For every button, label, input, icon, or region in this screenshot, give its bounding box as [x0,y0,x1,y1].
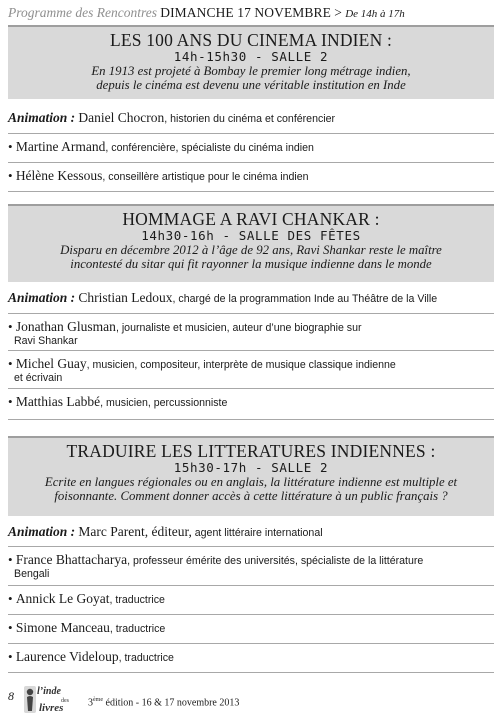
participant-row [8,390,494,420]
logo-word: l’inde [37,686,61,697]
person-role: , professeur émérite des universités, spécialiste de la littérature [127,555,424,567]
section-header-cinema [8,25,494,99]
description-line: depuis le cinéma est devenu une véritable institution en Inde [96,78,406,92]
animation-label: Animation : [8,110,76,125]
person-name: France Bhattacharya [15,552,128,567]
program-label: Programme des Rencontres [8,5,157,20]
person-role: , musicien, compositeur, interprète de musique classique indienne [86,359,396,371]
description-line: Ecrite en langues régionales ou en anglais, la littérature indienne est multiple et [44,475,458,489]
animator-row [8,520,494,547]
person-role: , historien du cinéma et conférencier [164,113,336,125]
participant-row [8,315,494,351]
inde-des-livres-logo [22,683,80,715]
bullet-glyph: • [8,649,13,664]
person-role: , traductrice [118,652,174,664]
participant-row [8,164,494,192]
section-header-litteratures [8,436,494,516]
participant-row [8,616,494,644]
participant-row [8,548,494,586]
person-name: Annick Le Goyat [15,591,110,606]
logo-word: livres [39,702,64,714]
animator-row [8,106,494,134]
edition-text: édition - 16 & 17 novembre 2013 [103,697,240,709]
day-label: DIMANCHE 17 NOVEMBRE [160,5,331,20]
description-line: incontesté du sitar qui fit rayonner la musique indienne dans le monde [70,257,432,271]
description-line: En 1913 est projeté à Bombay le premier long métrage indien, [91,64,411,78]
person-role: , journaliste et musicien, auteur d’une biographie sur [115,322,362,334]
person-name: Laurence Videloup [15,649,119,664]
time-range: De 14h à 17h [345,8,405,20]
animation-label: Animation : [8,524,76,539]
person-role: , chargé de la programmation Inde au Théâtre de la Ville [172,293,438,305]
person-role: agent littéraire international [191,527,323,539]
bullet-glyph: • [8,620,13,635]
bullet-glyph: • [8,319,13,334]
participant-row [8,645,494,673]
bullet-glyph: • [8,139,13,154]
section-title: TRADUIRE LES LITTERATURES INDIENNES : [66,441,436,461]
animator-row [8,286,494,314]
section-time: 15h30-17h - SALLE 2 [173,460,329,475]
person-role: , traductrice [109,594,165,606]
edition-suffix: ème [93,697,103,703]
page-footer [8,683,494,717]
section-title: HOMMAGE A RAVI CHANKAR : [122,209,380,229]
bullet-glyph: • [8,356,13,371]
section-title: LES 100 ANS DU CINEMA INDIEN : [109,30,393,50]
person-role: , traductrice [109,623,166,635]
person-name: Martine Armand [15,139,106,154]
bullet-glyph: • [8,591,13,606]
person-name: Michel Guay [15,356,87,371]
page-number: 8 [8,689,14,703]
section-description [8,243,494,271]
person-name: Jonathan Glusman [15,319,116,334]
participant-row [8,587,494,615]
page-header [8,5,494,21]
section-description [8,64,494,92]
participant-row [8,352,494,389]
person-name: Simone Manceau [15,620,110,635]
person-role: , conférencière, spécialiste du cinéma indien [105,142,314,154]
logo-word: des [61,698,69,704]
section-header-ravi-shankar [8,204,494,282]
description-line: Disparu en décembre 2012 à l’âge de 92 ans, Ravi Shankar reste le maître [60,243,442,257]
person-role-continued: et écrivain [14,372,63,384]
person-role-continued: Ravi Shankar [14,335,78,347]
section-description [8,475,494,503]
animation-label: Animation : [8,290,76,305]
person-role: , musicien, percussionniste [100,397,228,409]
section-time: 14h30-16h - SALLE DES FÊTES [141,228,361,243]
section-time: 14h-15h30 - SALLE 2 [173,49,329,64]
person-name: Daniel Chocron [78,110,165,125]
arrow-glyph: > [334,5,342,20]
person-name: Matthias Labbé [15,394,101,409]
participant-row [8,135,494,163]
bullet-glyph: • [8,394,13,409]
person-role: , conseillère artistique pour le cinéma indien [102,171,309,183]
bullet-glyph: • [8,168,13,183]
description-line: foisonnante. Comment donner accès à cette littérature à un public français ? [54,489,448,503]
edition-number: 3 [88,697,93,709]
bullet-glyph: • [8,552,13,567]
person-role-continued: Bengali [14,568,50,580]
edition-label [88,697,239,708]
person-name: Christian Ledoux [78,290,173,305]
person-name: Marc Parent, éditeur, [78,524,192,539]
person-name: Hélène Kessous [15,168,103,183]
